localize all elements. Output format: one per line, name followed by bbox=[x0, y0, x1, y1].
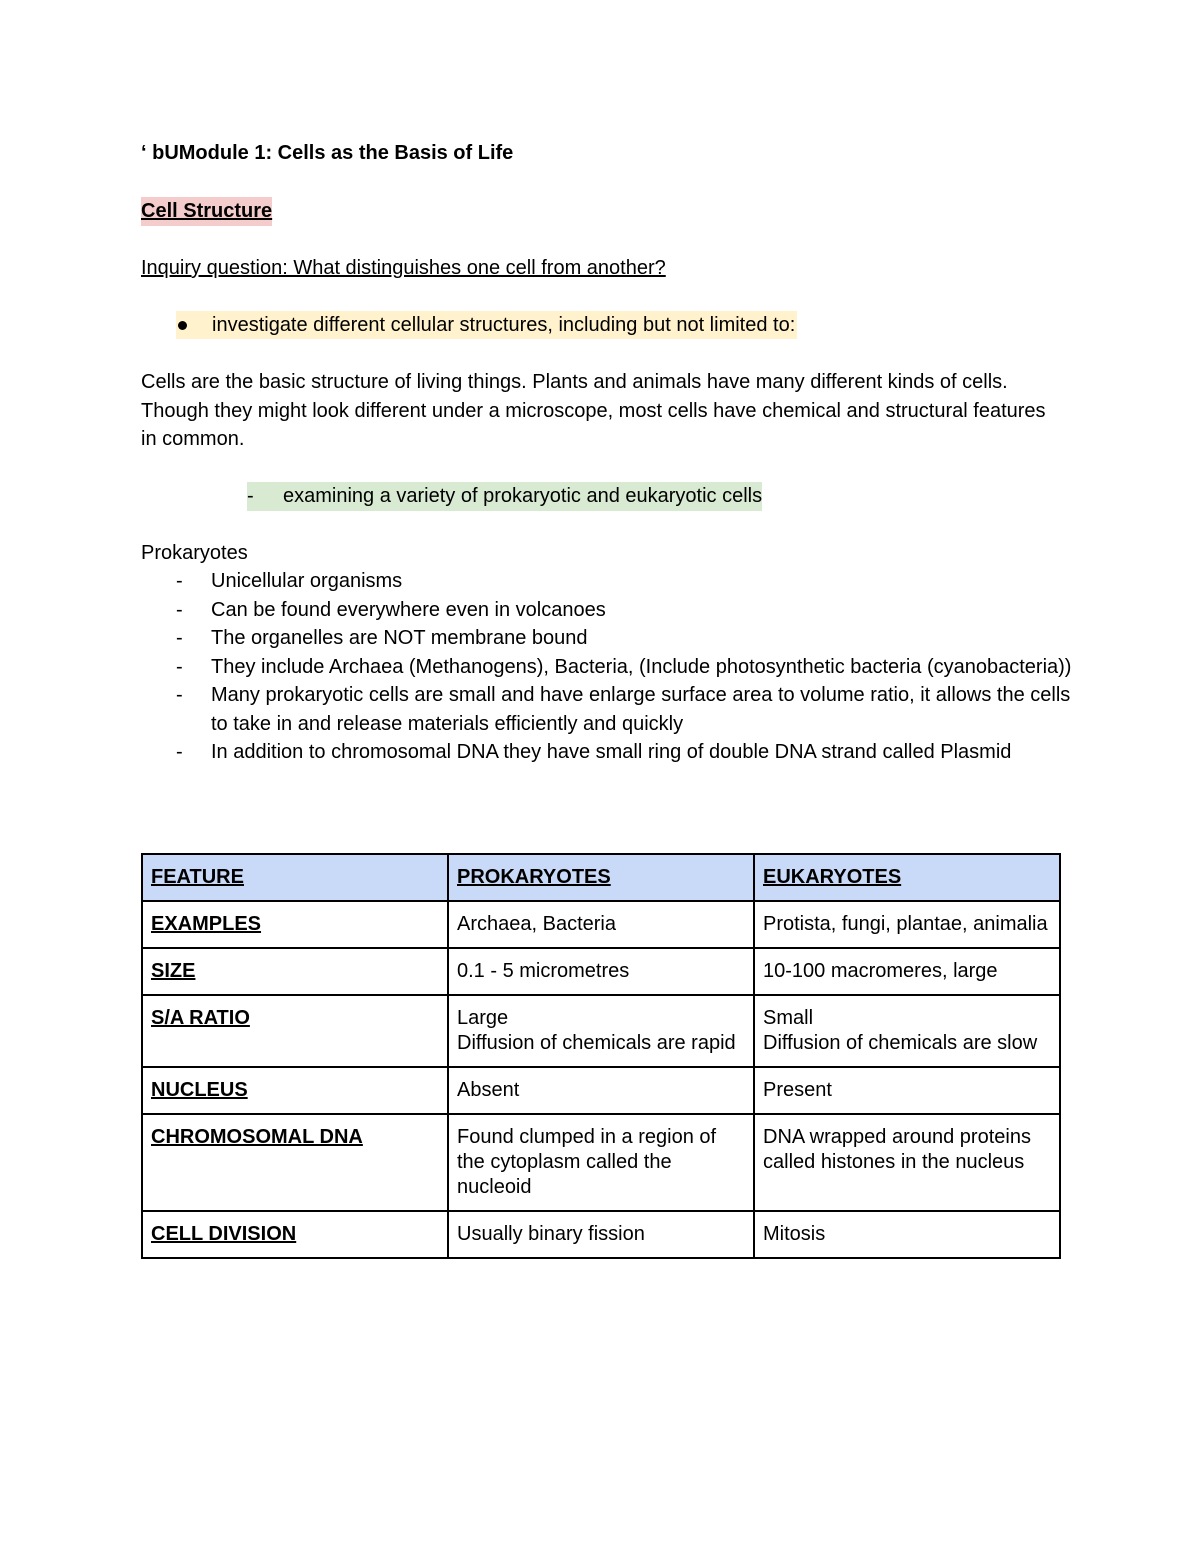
feature-cell: CELL DIVISION bbox=[142, 1211, 448, 1258]
list-item-text: Many prokaryotic cells are small and have enlarge surface area to volume ratio, it allows the cells to take in and release materials efficiently and quickly bbox=[211, 684, 1071, 735]
dash-icon: - bbox=[176, 570, 183, 592]
table-row bbox=[142, 901, 1060, 948]
table-row bbox=[142, 1067, 1060, 1114]
sub-point bbox=[247, 482, 762, 511]
intro-paragraph: Cells are the basic structure of living things. Plants and animals have many different kinds of cells. Though they might look different under a microscope, most cells have chemical and structural features in common. bbox=[141, 371, 1046, 450]
cell-text: 10-100 macromeres, large bbox=[763, 960, 998, 982]
cell-text: Protista, fungi, plantae, animalia bbox=[763, 913, 1048, 935]
list-item-text: Unicellular organisms bbox=[211, 570, 403, 592]
prokaryotes-heading: Prokaryotes bbox=[141, 542, 248, 564]
page-title: ‘ bUModule 1: Cells as the Basis of Life bbox=[141, 142, 514, 164]
comparison-table bbox=[141, 853, 1061, 1259]
feature-cell: S/A RATIO bbox=[142, 995, 448, 1067]
feature-cell: EXAMPLES bbox=[142, 901, 448, 948]
prokaryotes-cell bbox=[448, 995, 754, 1067]
cell-text: Large bbox=[457, 1007, 509, 1029]
header-eukaryotes: EUKARYOTES bbox=[754, 854, 1060, 901]
inquiry-question: Inquiry question: What distinguishes one cell from another? bbox=[141, 257, 666, 279]
eukaryotes-cell bbox=[754, 901, 1060, 948]
feature-cell: CHROMOSOMAL DNA bbox=[142, 1114, 448, 1211]
table-row bbox=[142, 995, 1060, 1067]
dash-icon: - bbox=[176, 627, 183, 649]
header-prokaryotes: PROKARYOTES bbox=[448, 854, 754, 901]
dash-icon: - bbox=[176, 655, 183, 678]
cell-text: Present bbox=[763, 1079, 832, 1101]
cell-text: Diffusion of chemicals are slow bbox=[763, 1032, 1038, 1054]
sub-point-text: examining a variety of prokaryotic and eukaryotic cells bbox=[283, 485, 763, 508]
list-item-text: The organelles are NOT membrane bound bbox=[211, 627, 588, 649]
cell-text: DNA wrapped around proteins called histones in the nucleus bbox=[763, 1126, 1031, 1173]
list-item bbox=[176, 596, 1076, 625]
bullet-dot-icon bbox=[178, 321, 187, 330]
list-item-text: In addition to chromosomal DNA they have small ring of double DNA strand called Plasmid bbox=[211, 741, 1012, 763]
feature-cell: SIZE bbox=[142, 948, 448, 995]
cell-text: Archaea, Bacteria bbox=[457, 913, 616, 935]
list-item bbox=[176, 567, 1076, 596]
cell-text: Diffusion of chemicals are rapid bbox=[457, 1032, 736, 1054]
prokaryotes-cell bbox=[448, 948, 754, 995]
prokaryotes-cell bbox=[448, 1114, 754, 1211]
eukaryotes-cell bbox=[754, 1067, 1060, 1114]
cell-text: Found clumped in a region of the cytoplasm called the nucleoid bbox=[457, 1126, 717, 1198]
feature-cell: NUCLEUS bbox=[142, 1067, 448, 1114]
prokaryotes-cell bbox=[448, 901, 754, 948]
list-item bbox=[176, 624, 1076, 653]
cell-text: Small bbox=[763, 1007, 814, 1029]
eukaryotes-cell bbox=[754, 995, 1060, 1067]
cell-text: Usually binary fission bbox=[457, 1223, 645, 1245]
list-item bbox=[176, 653, 1076, 682]
list-item-text: They include Archaea (Methanogens), Bacteria, (Include photosynthetic bacteria (cyanobacteria)) bbox=[211, 655, 1072, 678]
prokaryotes-cell bbox=[448, 1211, 754, 1258]
section-heading: Cell Structure bbox=[141, 197, 272, 226]
prokaryotes-list bbox=[176, 567, 1076, 767]
list-item bbox=[176, 738, 1076, 767]
cell-text: 0.1 - 5 micrometres bbox=[457, 960, 630, 982]
cell-text: Absent bbox=[457, 1079, 520, 1101]
header-feature: FEATURE bbox=[142, 854, 448, 901]
bullet-point-text: investigate different cellular structures, including but not limited to: bbox=[212, 313, 796, 336]
dash-icon: - bbox=[176, 598, 183, 621]
table-row bbox=[142, 1114, 1060, 1211]
dash-icon: - bbox=[176, 684, 183, 706]
eukaryotes-cell bbox=[754, 1114, 1060, 1211]
table-row bbox=[142, 948, 1060, 995]
list-item bbox=[176, 681, 1076, 738]
bullet-point bbox=[176, 311, 797, 339]
list-item-text: Can be found everywhere even in volcanoes bbox=[211, 598, 606, 621]
prokaryotes-cell bbox=[448, 1067, 754, 1114]
table-row bbox=[142, 1211, 1060, 1258]
dash-icon: - bbox=[176, 741, 183, 763]
dash-icon: - bbox=[247, 485, 254, 508]
table-header-row bbox=[142, 854, 1060, 901]
eukaryotes-cell bbox=[754, 1211, 1060, 1258]
eukaryotes-cell bbox=[754, 948, 1060, 995]
cell-text: Mitosis bbox=[763, 1223, 826, 1245]
